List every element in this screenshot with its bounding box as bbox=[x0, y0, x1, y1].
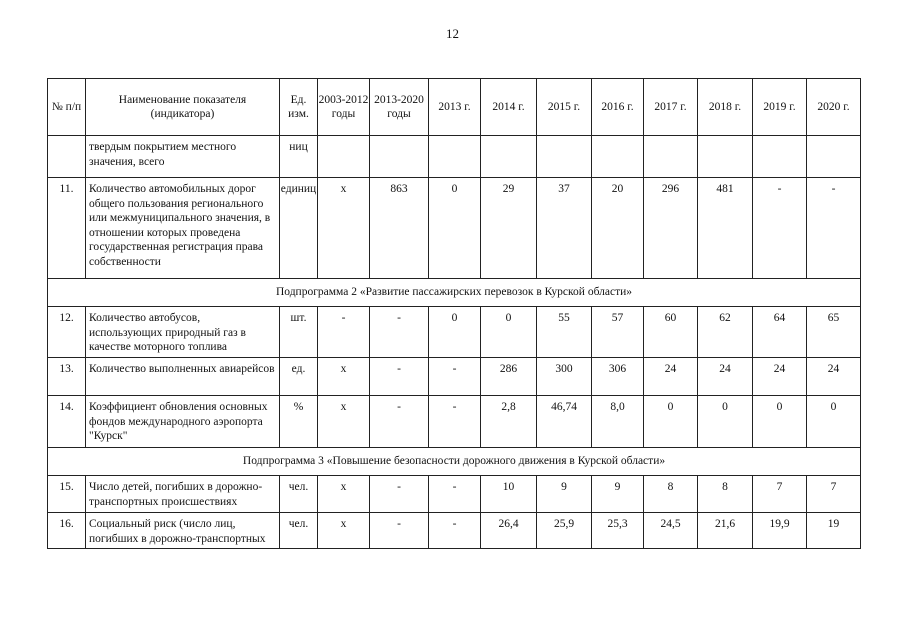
indicator-name: Количество выполненных авиарейсов bbox=[86, 358, 280, 396]
value-cell: 10 bbox=[481, 476, 537, 513]
value-cell: - bbox=[807, 178, 861, 279]
value-cell: 9 bbox=[537, 476, 592, 513]
value-cell: 24 bbox=[807, 358, 861, 396]
table-row bbox=[48, 513, 861, 549]
unit-cell: шт. bbox=[280, 307, 318, 358]
header-2013-2020: 2013-2020 годы bbox=[370, 79, 429, 136]
value-cell: х bbox=[318, 358, 370, 396]
row-number: 13. bbox=[48, 358, 86, 396]
header-2019: 2019 г. bbox=[753, 79, 807, 136]
indicator-name: Коэффициент обновления основных фондов международного аэропорта "Курск" bbox=[86, 396, 280, 448]
value-cell bbox=[537, 136, 592, 178]
value-cell: 0 bbox=[753, 396, 807, 448]
value-cell: - bbox=[370, 358, 429, 396]
header-2016: 2016 г. bbox=[592, 79, 644, 136]
value-cell: 24,5 bbox=[644, 513, 698, 549]
value-cell: 0 bbox=[807, 396, 861, 448]
value-cell: 863 bbox=[370, 178, 429, 279]
value-cell: 0 bbox=[429, 307, 481, 358]
row-number: 15. bbox=[48, 476, 86, 513]
value-cell: 2,8 bbox=[481, 396, 537, 448]
value-cell: - bbox=[370, 307, 429, 358]
value-cell bbox=[698, 136, 753, 178]
value-cell bbox=[318, 136, 370, 178]
value-cell: 46,74 bbox=[537, 396, 592, 448]
indicator-name: Количество автобусов, использующих природный газ в качестве моторного топлива bbox=[86, 307, 280, 358]
value-cell: - bbox=[753, 178, 807, 279]
value-cell: 300 bbox=[537, 358, 592, 396]
unit-cell: ед. bbox=[280, 358, 318, 396]
subprogram-title: Подпрограмма 2 «Развитие пассажирских перевозок в Курской области» bbox=[48, 279, 861, 307]
value-cell bbox=[807, 136, 861, 178]
table-row bbox=[48, 396, 861, 448]
value-cell: - bbox=[429, 513, 481, 549]
value-cell: - bbox=[370, 476, 429, 513]
value-cell bbox=[592, 136, 644, 178]
header-2003-2012: 2003-2012 годы bbox=[318, 79, 370, 136]
value-cell: 9 bbox=[592, 476, 644, 513]
indicator-name: Число детей, погибших в дорожно-транспортных происшествиях bbox=[86, 476, 280, 513]
value-cell bbox=[370, 136, 429, 178]
value-cell: 60 bbox=[644, 307, 698, 358]
header-2014: 2014 г. bbox=[481, 79, 537, 136]
value-cell: 20 bbox=[592, 178, 644, 279]
value-cell: 8,0 bbox=[592, 396, 644, 448]
value-cell: - bbox=[318, 307, 370, 358]
subprogram-row bbox=[48, 448, 861, 476]
value-cell: 306 bbox=[592, 358, 644, 396]
table-header-row bbox=[48, 79, 861, 136]
row-number: 14. bbox=[48, 396, 86, 448]
value-cell: - bbox=[429, 396, 481, 448]
value-cell: 64 bbox=[753, 307, 807, 358]
value-cell: х bbox=[318, 178, 370, 279]
header-2017: 2017 г. bbox=[644, 79, 698, 136]
row-number bbox=[48, 136, 86, 178]
value-cell: 0 bbox=[481, 307, 537, 358]
unit-cell: чел. bbox=[280, 513, 318, 549]
value-cell: 8 bbox=[698, 476, 753, 513]
table-row bbox=[48, 358, 861, 396]
value-cell: 7 bbox=[807, 476, 861, 513]
unit-cell: единиц bbox=[280, 178, 318, 279]
value-cell: 24 bbox=[644, 358, 698, 396]
unit-cell: чел. bbox=[280, 476, 318, 513]
value-cell: 25,9 bbox=[537, 513, 592, 549]
value-cell: - bbox=[429, 476, 481, 513]
value-cell: 0 bbox=[644, 396, 698, 448]
value-cell: 0 bbox=[698, 396, 753, 448]
value-cell: 8 bbox=[644, 476, 698, 513]
value-cell: 57 bbox=[592, 307, 644, 358]
header-2013: 2013 г. bbox=[429, 79, 481, 136]
value-cell: - bbox=[370, 396, 429, 448]
indicator-name: Социальный риск (число лиц, погибших в дорожно-транспортных bbox=[86, 513, 280, 549]
value-cell: х bbox=[318, 396, 370, 448]
value-cell: 0 bbox=[429, 178, 481, 279]
header-num: № п/п bbox=[48, 79, 86, 136]
value-cell: 62 bbox=[698, 307, 753, 358]
table-row bbox=[48, 476, 861, 513]
value-cell: 55 bbox=[537, 307, 592, 358]
row-number: 12. bbox=[48, 307, 86, 358]
value-cell: 24 bbox=[698, 358, 753, 396]
value-cell: 37 bbox=[537, 178, 592, 279]
unit-cell: ниц bbox=[280, 136, 318, 178]
header-2020: 2020 г. bbox=[807, 79, 861, 136]
value-cell: 26,4 bbox=[481, 513, 537, 549]
value-cell: 481 bbox=[698, 178, 753, 279]
indicators-table bbox=[47, 78, 861, 549]
value-cell: - bbox=[370, 513, 429, 549]
header-2018: 2018 г. bbox=[698, 79, 753, 136]
value-cell: 21,6 bbox=[698, 513, 753, 549]
value-cell: 65 bbox=[807, 307, 861, 358]
value-cell bbox=[429, 136, 481, 178]
table-body bbox=[48, 136, 861, 549]
indicator-name: Количество автомобильных дорог общего пользования регионального или межмуниципального значения, в отношении которых проведена государственная регистрация права собственности bbox=[86, 178, 280, 279]
value-cell: 25,3 bbox=[592, 513, 644, 549]
value-cell: 7 bbox=[753, 476, 807, 513]
subprogram-title: Подпрограмма 3 «Повышение безопасности дорожного движения в Курской области» bbox=[48, 448, 861, 476]
value-cell bbox=[644, 136, 698, 178]
value-cell: 286 bbox=[481, 358, 537, 396]
table-row bbox=[48, 307, 861, 358]
value-cell: 296 bbox=[644, 178, 698, 279]
header-name: Наименование показателя (индикатора) bbox=[86, 79, 280, 136]
value-cell: 24 bbox=[753, 358, 807, 396]
row-number: 16. bbox=[48, 513, 86, 549]
value-cell: х bbox=[318, 476, 370, 513]
value-cell bbox=[753, 136, 807, 178]
value-cell: 19 bbox=[807, 513, 861, 549]
value-cell bbox=[481, 136, 537, 178]
row-number: 11. bbox=[48, 178, 86, 279]
value-cell: 19,9 bbox=[753, 513, 807, 549]
unit-cell: % bbox=[280, 396, 318, 448]
table-row bbox=[48, 178, 861, 279]
subprogram-row bbox=[48, 279, 861, 307]
page-number: 12 bbox=[446, 26, 459, 41]
value-cell: 29 bbox=[481, 178, 537, 279]
value-cell: х bbox=[318, 513, 370, 549]
table-row bbox=[48, 136, 861, 178]
indicator-name: твердым покрытием местного значения, всего bbox=[86, 136, 280, 178]
header-2015: 2015 г. bbox=[537, 79, 592, 136]
header-unit: Ед. изм. bbox=[280, 79, 318, 136]
value-cell: - bbox=[429, 358, 481, 396]
